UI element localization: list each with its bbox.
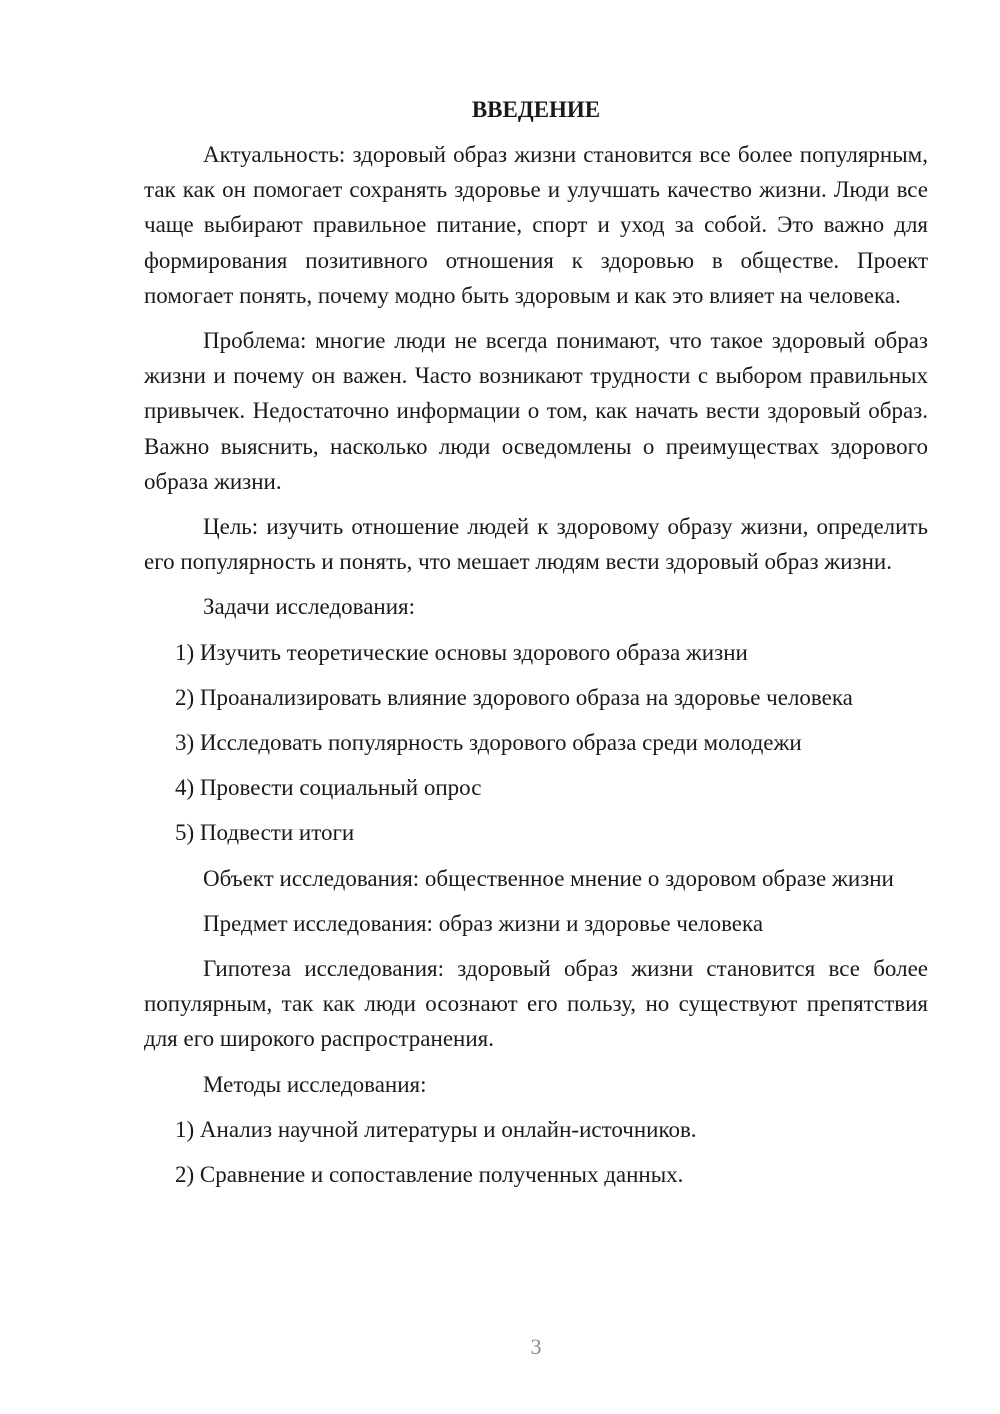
list-item: 2) Сравнение и сопоставление полученных данных. [175, 1162, 684, 1188]
tasks-list [144, 635, 928, 851]
section-title: ВВЕДЕНИЕ [471, 97, 601, 122]
page-number: 3 [530, 1334, 542, 1359]
list-item: 3) Исследовать популярность здорового образа среди молодежи [175, 730, 802, 756]
document-page [144, 92, 928, 1202]
subject-paragraph: Предмет исследования: образ жизни и здоровье человека [203, 910, 764, 936]
list-item: 1) Анализ научной литературы и онлайн-источников. [175, 1116, 697, 1142]
hypothesis-paragraph: Гипотеза исследования: здоровый образ жизни становится все более популярным, так как люди осознают его пользу, но существуют препятствия для его широкого распространения. [144, 956, 928, 1052]
list-item: 2) Проанализировать влияние здорового образа на здоровье человека [175, 684, 853, 710]
methods-list [144, 1112, 928, 1192]
list-item: 1) Изучить теоретические основы здорового образа жизни [175, 639, 748, 665]
list-item: 4) Провести социальный опрос [175, 775, 482, 801]
relevance-paragraph: Актуальность: здоровый образ жизни становится все более популярным, так как он помогает сохранять здоровье и улучшать качество жизни. Люди все чаще выбирают правильное питание, спорт и уход за собой. Это важно для формирования позитивного отношения к здоровью в обществе. Проект помогает понять, почему модно быть здоровым и как это влияет на человека. [144, 142, 928, 308]
problem-paragraph: Проблема: многие люди не всегда понимают, что такое здоровый образ жизни и почему он важен. Часто возникают трудности с выбором правильных привычек. Недостаточно информации о том, как начать вести здоровый образ. Важно выяснить, насколько люди осведомлены о преимуществах здорового образа жизни. [144, 328, 928, 494]
methods-heading: Методы исследования: [203, 1071, 427, 1097]
list-item: 5) Подвести итоги [175, 820, 355, 846]
tasks-heading: Задачи исследования: [203, 594, 416, 620]
object-paragraph: Объект исследования: общественное мнение о здоровом образе жизни [203, 865, 894, 891]
goal-paragraph: Цель: изучить отношение людей к здоровому образу жизни, определить его популярность и понять, что мешает людям вести здоровый образ жизни. [144, 514, 928, 575]
